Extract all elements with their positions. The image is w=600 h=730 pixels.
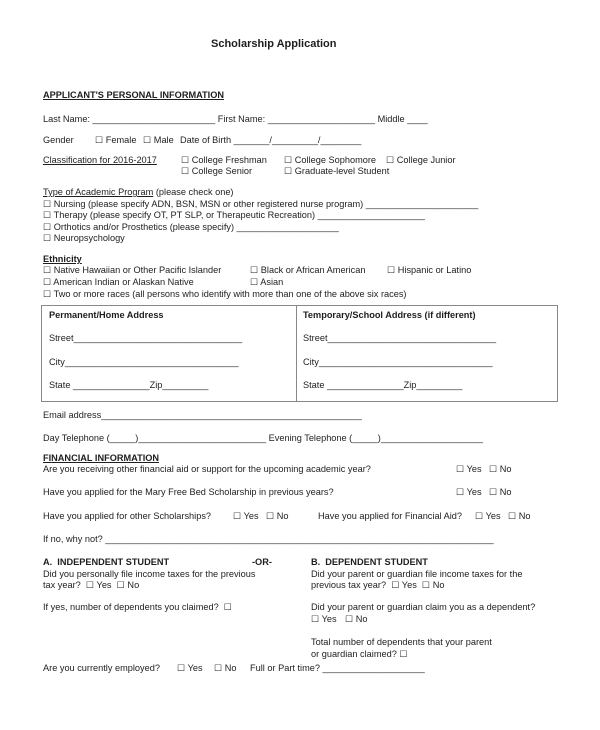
ethnicity-black[interactable]: ☐ Black or African American [250, 265, 366, 275]
dependent-total-question: Total number of dependents that your parent [311, 637, 492, 647]
dependent-taxes-question-cont [311, 580, 444, 591]
nursing-checkbox[interactable]: ☐ Nursing (please specify ADN, BSN, MSN or other registered nurse program) ______________________ [43, 199, 479, 209]
independent-taxes-question: Did you personally file income taxes for the previous [43, 569, 256, 579]
financial-aid-applied-no[interactable]: ☐ No [508, 511, 531, 521]
financial-aid-yes[interactable]: ☐ Yes [456, 464, 482, 474]
financial-heading: FINANCIAL INFORMATION [43, 453, 160, 463]
personal-info-heading: APPLICANT'S PERSONAL INFORMATION [43, 90, 225, 100]
or-separator: -OR- [252, 557, 272, 567]
male-checkbox[interactable]: ☐ Male [143, 135, 174, 145]
financial-aid-applied-yes[interactable]: ☐ Yes [475, 511, 501, 521]
independent-taxes-no[interactable]: ☐ No [116, 580, 140, 590]
temporary-state-zip-field[interactable]: State _______________Zip_________ [303, 380, 463, 390]
dependent-claim-yes[interactable]: ☐ Yes [311, 614, 337, 624]
dependent-taxes-label: previous tax year? [311, 580, 387, 590]
temporary-street-field[interactable]: Street_________________________________ [303, 333, 497, 343]
email-field[interactable]: Email address___________________________________________________ [43, 410, 362, 420]
orthotics-checkbox[interactable]: ☐ Orthotics and/or Prosthetics (please specify) ____________________ [43, 222, 339, 232]
female-checkbox[interactable]: ☐ Female [95, 135, 137, 145]
financial-aid-applied-question: Have you applied for Financial Aid? [318, 511, 463, 521]
dependent-claim-question: Did your parent or guardian claim you as a dependent? [311, 602, 536, 612]
temporary-address-heading: Temporary/School Address (if different) [303, 310, 476, 320]
neuropsychology-checkbox[interactable]: ☐ Neuropsychology [43, 233, 125, 243]
employment-question: Are you currently employed? [43, 663, 160, 673]
dependent-claim-no[interactable]: ☐ No [345, 614, 368, 624]
other-scholarships-yes[interactable]: ☐ Yes [233, 511, 259, 521]
dependent-heading: B. DEPENDENT STUDENT [311, 557, 428, 567]
financial-aid-question: Are you receiving other financial aid or support for the upcoming academic year? [43, 464, 371, 474]
gender-label: Gender [43, 135, 74, 145]
ethnicity-heading: Ethnicity [43, 254, 82, 264]
document-title: Scholarship Application [211, 38, 337, 50]
employment-yes[interactable]: ☐ Yes [177, 663, 203, 673]
permanent-address-heading: Permanent/Home Address [49, 310, 164, 320]
independent-taxes-question-cont [43, 580, 139, 591]
dependent-total-field[interactable]: or guardian claimed? ☐ [311, 649, 408, 659]
classification-label: Classification for 2016-2017 [43, 155, 157, 165]
independent-heading: A. INDEPENDENT STUDENT [43, 557, 170, 567]
ethnicity-asian[interactable]: ☐ Asian [250, 277, 284, 287]
ethnicity-two-or-more[interactable]: ☐ Two or more races (all persons who identify with more than one of the above six races) [43, 289, 407, 299]
why-not-field[interactable]: If no, why not? ____________________________________________________________________________ [43, 534, 494, 544]
permanent-street-field[interactable]: Street_________________________________ [49, 333, 243, 343]
junior-checkbox[interactable]: ☐ College Junior [386, 155, 456, 165]
temporary-city-field[interactable]: City__________________________________ [303, 357, 493, 367]
name-fields[interactable]: Last Name: ________________________ First Name: _____________________ Middle ____ [43, 114, 428, 124]
employment-no[interactable]: ☐ No [214, 663, 237, 673]
permanent-state-zip-field[interactable]: State _______________Zip_________ [49, 380, 209, 390]
permanent-city-field[interactable]: City__________________________________ [49, 357, 239, 367]
financial-aid-no[interactable]: ☐ No [489, 464, 512, 474]
mary-free-bed-question: Have you applied for the Mary Free Bed Scholarship in previous years? [43, 487, 334, 497]
dependent-taxes-yes[interactable]: ☐ Yes [391, 580, 417, 590]
sophomore-checkbox[interactable]: ☐ College Sophomore [284, 155, 376, 165]
ethnicity-american-indian[interactable]: ☐ American Indian or Alaskan Native [43, 277, 194, 287]
ethnicity-native-hawaiian[interactable]: ☐ Native Hawaiian or Other Pacific Islander [43, 265, 222, 275]
program-hint: (please check one) [153, 187, 234, 197]
address-divider [296, 306, 297, 401]
address-table [41, 305, 558, 402]
independent-taxes-yes[interactable]: ☐ Yes [85, 580, 112, 590]
freshman-checkbox[interactable]: ☐ College Freshman [181, 155, 267, 165]
other-scholarships-no[interactable]: ☐ No [266, 511, 289, 521]
independent-taxes-label: tax year? [43, 580, 81, 590]
senior-checkbox[interactable]: ☐ College Senior [181, 166, 253, 176]
therapy-checkbox[interactable]: ☐ Therapy (please specify OT, PT SLP, or Therapeutic Recreation) _____________________ [43, 210, 425, 220]
program-label: Type of Academic Program [43, 187, 154, 197]
ethnicity-hispanic[interactable]: ☐ Hispanic or Latino [387, 265, 472, 275]
date-of-birth-field[interactable]: Date of Birth _______/_________/________ [180, 135, 362, 145]
dependent-taxes-no[interactable]: ☐ No [421, 580, 445, 590]
mary-free-bed-yes[interactable]: ☐ Yes [456, 487, 482, 497]
program-label-line [43, 187, 234, 198]
full-part-time-field[interactable]: Full or Part time? ____________________ [250, 663, 425, 673]
telephone-fields[interactable]: Day Telephone (_____)_________________________ Evening Telephone (_____)____________________ [43, 433, 484, 443]
mary-free-bed-no[interactable]: ☐ No [489, 487, 512, 497]
graduate-checkbox[interactable]: ☐ Graduate-level Student [284, 166, 390, 176]
independent-dependents-question[interactable]: If yes, number of dependents you claimed? ☐ [43, 602, 233, 612]
other-scholarships-question: Have you applied for other Scholarships? [43, 511, 212, 521]
dependent-taxes-question: Did your parent or guardian file income taxes for the [311, 569, 523, 579]
